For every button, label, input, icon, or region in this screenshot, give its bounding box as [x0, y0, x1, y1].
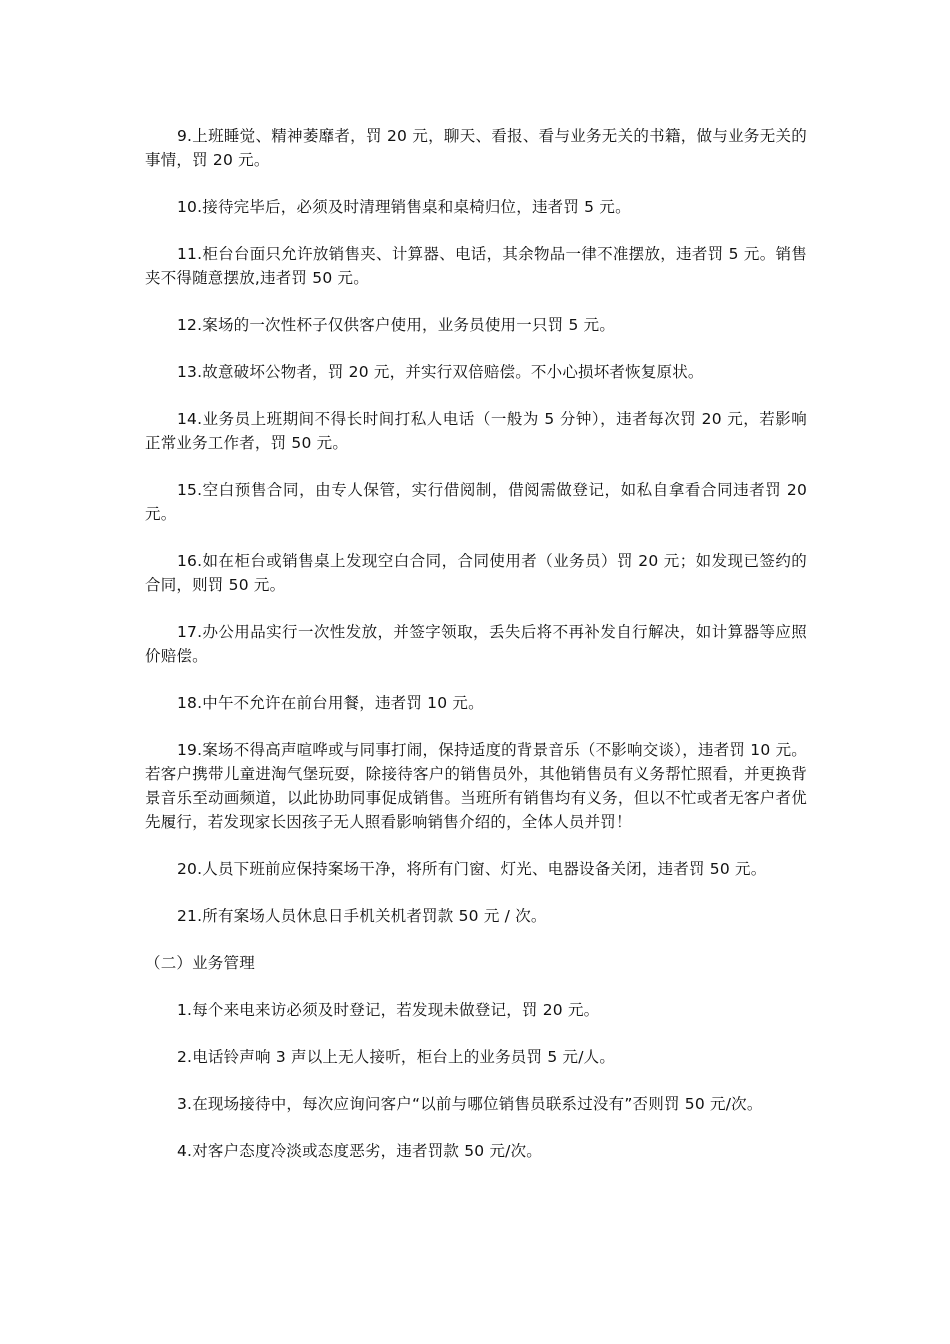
- rule-item-9: 9.上班睡觉、精神萎靡者，罚 20 元，聊天、看报、看与业务无关的书籍，做与业务无关的事情，罚 20 元。: [145, 127, 807, 169]
- rule-item-17: 17.办公用品实行一次性发放，并签字领取，丢失后将不再补发自行解决，如计算器等应照价赔偿。: [145, 623, 807, 665]
- business-rule-1: 1.每个来电来访必须及时登记，若发现未做登记，罚 20 元。: [177, 1001, 600, 1019]
- rule-item-20: 20.人员下班前应保持案场干净，将所有门窗、灯光、电器设备关闭，违者罚 50 元。: [177, 860, 767, 878]
- rule-item-18: 18.中午不允许在前台用餐，违者罚 10 元。: [177, 694, 484, 712]
- rule-item-15: 15.空白预售合同，由专人保管，实行借阅制，借阅需做登记，如私自拿看合同违者罚 20 元。: [145, 481, 807, 523]
- rule-item-10: 10.接待完毕后，必须及时清理销售桌和桌椅归位，违者罚 5 元。: [177, 198, 631, 216]
- rule-item-21: 21.所有案场人员休息日手机关机者罚款 50 元 / 次。: [177, 907, 547, 925]
- rule-item-14: 14.业务员上班期间不得长时间打私人电话（一般为 5 分钟），违者每次罚 20 元，若影响正常业务工作者，罚 50 元。: [145, 410, 807, 452]
- rule-item-13: 13.故意破坏公物者，罚 20 元，并实行双倍赔偿。不小心损坏者恢复原状。: [177, 363, 704, 381]
- rule-item-19: 19.案场不得高声喧哗或与同事打闹，保持适度的背景音乐（不影响交谈），违者罚 10 元。若客户携带儿童进淘气堡玩耍，除接待客户的销售员外，其他销售员有义务帮忙照看，并更换背景音乐至动画频道，以此协助同事促成销售。当班所有销售均有义务，但以不忙或者无客户者优先履行，若发现家长因孩子无人照看影响销售介绍的，全体人员并罚！: [145, 741, 807, 831]
- rule-item-11: 11.柜台台面只允许放销售夹、计算器、电话，其余物品一律不准摆放，违者罚 5 元。销售夹不得随意摆放,违者罚 50 元。: [145, 245, 807, 287]
- business-rule-2: 2.电话铃声响 3 声以上无人接听，柜台上的业务员罚 5 元/人。: [177, 1048, 616, 1066]
- rule-item-12: 12.案场的一次性杯子仅供客户使用，业务员使用一只罚 5 元。: [177, 316, 616, 334]
- rule-item-16: 16.如在柜台或销售桌上发现空白合同，合同使用者（业务员）罚 20 元；如发现已签约的合同，则罚 50 元。: [145, 552, 807, 594]
- business-rule-3: 3.在现场接待中，每次应询问客户“以前与哪位销售员联系过没有”否则罚 50 元/次。: [177, 1095, 763, 1113]
- business-rule-4: 4.对客户态度冷淡或态度恶劣，违者罚款 50 元/次。: [177, 1142, 542, 1160]
- section-heading: （二）业务管理: [145, 954, 255, 972]
- document-body: [145, 124, 807, 1186]
